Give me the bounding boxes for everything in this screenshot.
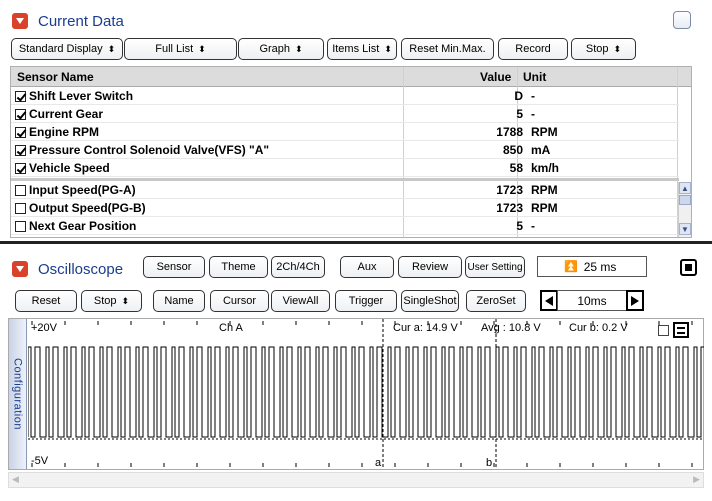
button-label: Review: [411, 261, 449, 273]
waveform-area[interactable]: [28, 319, 704, 469]
header-unit: Unit: [523, 70, 547, 84]
header-sensor-name: Sensor Name: [17, 70, 94, 84]
reset-button[interactable]: [15, 290, 77, 312]
trigger-button[interactable]: [335, 290, 397, 312]
row-checkbox[interactable]: [15, 127, 26, 138]
configuration-tab-label: Configuration: [11, 358, 24, 430]
sensor-unit: -: [531, 89, 535, 103]
table-row[interactable]: [11, 217, 679, 235]
button-label: SingleShot: [403, 295, 457, 307]
sensor-name-cell: [15, 161, 110, 175]
row-checkbox[interactable]: [15, 221, 26, 232]
row-checkbox[interactable]: [15, 109, 26, 120]
sensor-value: 5: [516, 107, 523, 121]
collapse-oscilloscope-button[interactable]: [12, 261, 28, 277]
sensor-value: 5: [516, 219, 523, 233]
updown-caret-icon: ⬍: [295, 43, 303, 54]
row-checkbox[interactable]: [15, 163, 26, 174]
2ch-4ch-button[interactable]: [271, 256, 325, 278]
full-list-button[interactable]: [124, 38, 237, 60]
current-data-header: [4, 8, 124, 34]
reset-min-max-button[interactable]: [401, 38, 494, 60]
sensor-value: 1723: [496, 201, 523, 215]
sensor-unit: km/h: [531, 161, 560, 175]
oscilloscope-title: Oscilloscope: [38, 260, 124, 278]
sensor-value: 1723: [496, 183, 523, 197]
button-label: Stop: [93, 295, 117, 307]
sensor-value: 850: [502, 143, 523, 157]
sensor-name: Pressure Control Solenoid Valve(VFS) "A": [29, 143, 270, 157]
updown-caret-icon: ⬍: [613, 43, 622, 54]
button-label: Reset Min.Max.: [409, 43, 486, 55]
button-label: Name: [164, 295, 194, 307]
cursor-b-readout: Cur b: 0.2 V: [569, 322, 628, 334]
oscilloscope-horizontal-scrollbar[interactable]: [8, 472, 704, 488]
sensor-table-scrollbar[interactable]: [678, 182, 691, 237]
table-row[interactable]: [11, 141, 679, 159]
button-label: 2Ch/4Ch: [276, 261, 320, 273]
button-label: Theme: [221, 261, 256, 273]
button-label: User Setting: [467, 261, 523, 273]
time-per-div-display: [537, 256, 647, 277]
row-checkbox[interactable]: [15, 203, 26, 214]
button-label: Aux: [357, 261, 377, 273]
y-max-label: +20V: [31, 322, 57, 334]
sensor-value: 58: [509, 161, 523, 175]
row-checkbox[interactable]: [15, 185, 26, 196]
button-label: Sensor: [156, 261, 192, 273]
button-label: Graph: [259, 43, 291, 55]
scroll-left-arrow-icon[interactable]: ◀: [12, 474, 19, 484]
button-label: Reset: [31, 295, 61, 307]
sensor-name-cell: [15, 89, 133, 103]
sensor-name-cell: [15, 143, 269, 157]
chevron-down-icon: [16, 18, 24, 24]
theme-button[interactable]: [209, 256, 268, 278]
table-row[interactable]: [11, 123, 679, 141]
button-label: Record: [515, 43, 551, 55]
button-label: Full List: [155, 43, 194, 55]
button-label: Standard Display: [18, 43, 103, 55]
sensor-name: Shift Lever Switch: [29, 89, 134, 103]
square-icon: [685, 264, 692, 271]
time-increase-button[interactable]: [626, 290, 644, 311]
sensor-unit: RPM: [531, 201, 558, 215]
waveform-trace: [28, 347, 704, 437]
button-label: ViewAll: [282, 295, 319, 307]
panel-divider: [0, 241, 712, 244]
sensor-name: Current Gear: [29, 107, 104, 121]
sensor-unit: mA: [531, 143, 551, 157]
table-row[interactable]: [11, 87, 679, 105]
y-min-label: -5V: [31, 455, 49, 467]
collapse-current-data-button[interactable]: [12, 13, 28, 29]
oscilloscope-display[interactable]: [8, 318, 704, 470]
triangle-left-icon: [545, 296, 553, 306]
sensor-unit: -: [531, 219, 535, 233]
record-button[interactable]: [498, 38, 568, 60]
graph-button[interactable]: [238, 38, 324, 60]
table-row[interactable]: [11, 181, 679, 199]
channel-checkbox[interactable]: [658, 325, 669, 336]
button-label: Cursor: [222, 295, 256, 307]
items-list-button[interactable]: [327, 38, 397, 60]
button-label: Stop: [585, 43, 609, 55]
sensor-name: Output Speed(PG-B): [29, 201, 146, 215]
time-decrease-button[interactable]: [540, 290, 558, 311]
cursor-a-readout: Cur a: 14.9 V: [393, 322, 458, 334]
sensor-value: D: [514, 89, 523, 103]
stop-button[interactable]: [81, 290, 142, 312]
sensor-unit: RPM: [531, 183, 558, 197]
sensor-table: [10, 66, 692, 238]
sensor-unit: RPM: [531, 125, 558, 139]
time-step-field[interactable]: [557, 290, 627, 311]
time-per-div-value: 25 ms: [583, 259, 617, 274]
button-label: Items List: [332, 43, 380, 55]
sensor-name-cell: [15, 219, 136, 233]
sensor-name-cell: [15, 125, 99, 139]
button-label: Trigger: [348, 295, 384, 307]
name-button[interactable]: [153, 290, 205, 312]
updown-caret-icon: ⬍: [107, 43, 116, 54]
configuration-tab[interactable]: [9, 319, 27, 469]
sensor-name: Vehicle Speed: [29, 161, 110, 175]
zeroset-button[interactable]: [466, 290, 526, 312]
table-row[interactable]: [11, 199, 679, 217]
standard-display-button[interactable]: [11, 38, 123, 60]
sensor-table-header: [11, 67, 691, 87]
maximize-current-data-button[interactable]: [673, 11, 691, 29]
cursor-button[interactable]: [210, 290, 269, 312]
triangle-right-icon: [631, 296, 639, 306]
aux-button[interactable]: [340, 256, 394, 278]
cursor-a-marker[interactable]: a: [375, 457, 382, 469]
button-label: ZeroSet: [476, 295, 516, 307]
table-row[interactable]: [11, 105, 679, 123]
scroll-right-arrow-icon[interactable]: ▶: [693, 474, 700, 484]
user-setting-button[interactable]: [465, 256, 525, 278]
time-step-value: 10ms: [577, 293, 607, 308]
updown-caret-icon: ⬍: [121, 295, 130, 306]
row-checkbox[interactable]: [15, 91, 26, 102]
scroll-down-arrow-icon[interactable]: ▼: [679, 223, 691, 235]
scroll-up-arrow-icon[interactable]: ▲: [679, 182, 691, 194]
current-data-title: Current Data: [38, 12, 124, 30]
oscilloscope-header: [4, 256, 123, 282]
sensor-value: 1788: [496, 125, 523, 139]
sensor-name: Next Gear Position: [29, 219, 137, 233]
singleshot-button[interactable]: [401, 290, 459, 312]
review-button[interactable]: [398, 256, 462, 278]
channel-label: Ch A: [219, 322, 243, 334]
updown-caret-icon: ⬍: [384, 43, 392, 54]
sensor-unit: -: [531, 107, 535, 121]
average-readout: Avg : 10.8 V: [481, 322, 541, 334]
table-row[interactable]: [11, 159, 679, 177]
channel-menu-button[interactable]: [673, 322, 689, 338]
stop-button[interactable]: [571, 38, 636, 60]
oscilloscope-maximize-button[interactable]: [680, 259, 697, 276]
sensor-name-cell: [15, 107, 103, 121]
chevron-down-icon: [16, 266, 24, 272]
row-checkbox[interactable]: [15, 145, 26, 156]
viewall-button[interactable]: [271, 290, 330, 312]
header-value: Value: [480, 70, 512, 84]
sensor-name-cell: [15, 183, 136, 197]
sensor-name: Input Speed(PG-A): [29, 183, 136, 197]
sensor-name: Engine RPM: [29, 125, 100, 139]
time-scale-icon: ⏫: [564, 261, 578, 273]
updown-caret-icon: ⬍: [198, 43, 206, 54]
scroll-thumb[interactable]: [679, 195, 691, 205]
sensor-name-cell: [15, 201, 146, 215]
cursor-b-marker[interactable]: b: [486, 457, 493, 469]
fixed-rows-separator: [11, 178, 679, 181]
sensor-button[interactable]: [143, 256, 205, 278]
